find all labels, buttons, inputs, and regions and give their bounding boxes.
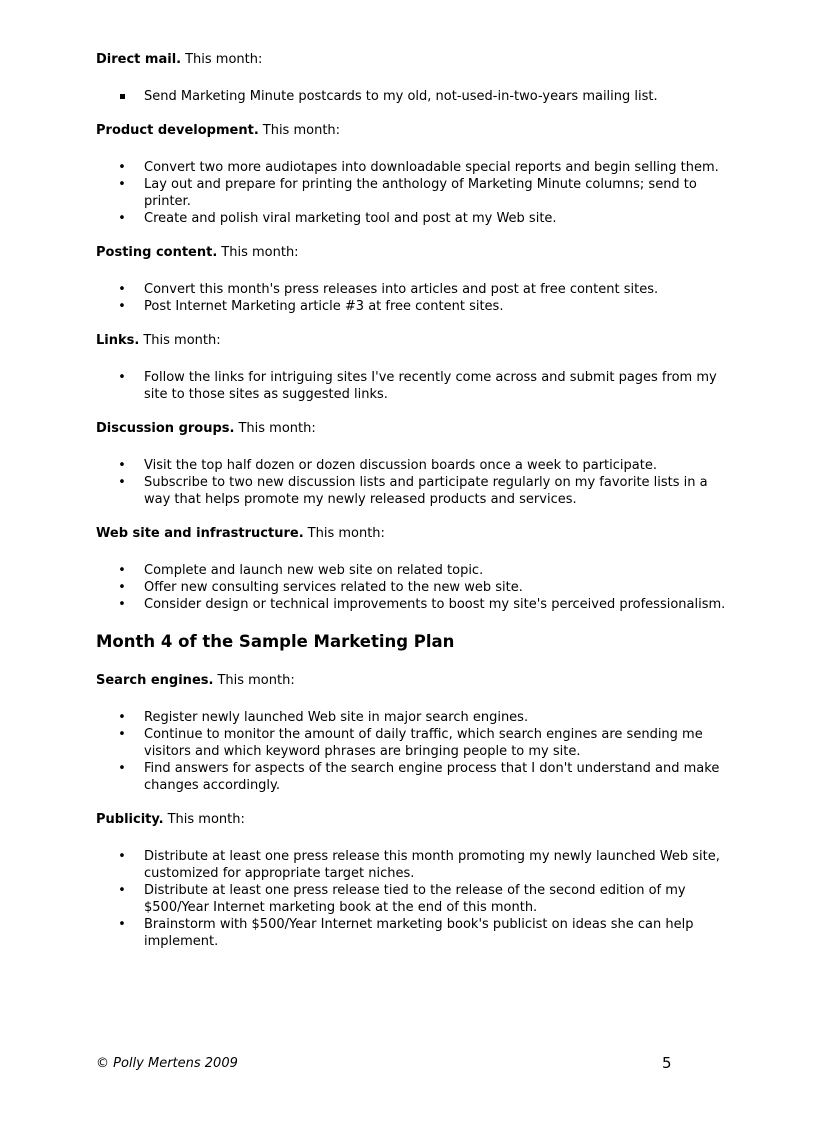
- list-item-text: Visit the top half dozen or dozen discussion boards once a week to participate.: [144, 458, 657, 473]
- list-item: [96, 562, 726, 579]
- section-suffix: This month:: [217, 673, 295, 688]
- list-item: [96, 709, 726, 726]
- section-heading-product-development: [96, 123, 726, 139]
- section-title: Posting content.: [96, 245, 218, 260]
- bullet-list: [96, 457, 726, 508]
- dot-bullet-icon: •: [118, 849, 126, 864]
- list-item: [96, 457, 726, 474]
- footer-copyright: © Polly Mertens 2009: [96, 1056, 238, 1071]
- list-item-text: Brainstorm with $500/Year Internet marketing book's publicist on ideas she can help implement.: [144, 917, 694, 949]
- section-heading-posting-content: [96, 245, 726, 261]
- list-item: [96, 579, 726, 596]
- list-item: [96, 596, 726, 613]
- list-item: [96, 159, 726, 176]
- section-title: Discussion groups.: [96, 421, 235, 436]
- list-item-text: Lay out and prepare for printing the anthology of Marketing Minute columns; send to printer.: [144, 177, 697, 209]
- section-suffix: This month:: [221, 245, 299, 260]
- month-heading: Month 4 of the Sample Marketing Plan: [96, 632, 455, 651]
- list-item-text: Distribute at least one press release this month promoting my newly launched Web site, customized for appropriate target niches.: [144, 849, 720, 881]
- dot-bullet-icon: •: [118, 299, 126, 314]
- dot-bullet-icon: •: [118, 883, 126, 898]
- dot-bullet-icon: •: [118, 211, 126, 226]
- dot-bullet-icon: •: [118, 370, 126, 385]
- section-title: Publicity.: [96, 812, 164, 827]
- bullet-list: [96, 709, 726, 794]
- sections-part2: [96, 673, 726, 950]
- section-title: Search engines.: [96, 673, 214, 688]
- dot-bullet-icon: •: [118, 597, 126, 612]
- list-item: [96, 882, 726, 916]
- sections-part1: [96, 52, 726, 613]
- list-item-text: Send Marketing Minute postcards to my old, not-used-in-two-years mailing list.: [144, 89, 658, 104]
- dot-bullet-icon: •: [118, 580, 126, 595]
- list-item: [96, 369, 726, 403]
- list-item-text: Offer new consulting services related to the new web site.: [144, 580, 523, 595]
- bullet-list: [96, 562, 726, 613]
- section-heading-links: [96, 333, 726, 349]
- list-item-text: Convert this month's press releases into articles and post at free content sites.: [144, 282, 659, 297]
- section-suffix: This month:: [262, 123, 341, 138]
- bullet-list: [96, 848, 726, 950]
- section-heading-publicity: [96, 812, 726, 828]
- list-item: [96, 474, 726, 508]
- bullet-list: [96, 159, 726, 227]
- section-suffix: This month:: [185, 52, 263, 67]
- bullet-list: [96, 281, 726, 315]
- list-item: [96, 176, 726, 210]
- list-item-text: Find answers for aspects of the search engine process that I don't understand and make changes accordingly.: [144, 761, 720, 793]
- dot-bullet-icon: •: [118, 458, 126, 473]
- section-heading-web-site-and-infrastructure: [96, 526, 726, 542]
- section-title: Web site and infrastructure.: [96, 526, 304, 541]
- list-item-text: Complete and launch new web site on related topic.: [144, 563, 484, 578]
- list-item: [96, 210, 726, 227]
- list-item-text: Distribute at least one press release tied to the release of the second edition of my $500/Year Internet marketing book at the end of this month.: [144, 883, 686, 915]
- section-heading-direct-mail: [96, 52, 726, 68]
- list-item-text: Consider design or technical improvements to boost my site's perceived professionalism.: [144, 597, 726, 612]
- dot-bullet-icon: •: [118, 710, 126, 725]
- list-item: [96, 281, 726, 298]
- list-item-text: Post Internet Marketing article #3 at free content sites.: [144, 299, 504, 314]
- list-item-text: Continue to monitor the amount of daily traffic, which search engines are sending me visitors and which keyword phrases are bringing people to my site.: [144, 727, 703, 759]
- dot-bullet-icon: •: [118, 160, 126, 175]
- list-item: [96, 916, 726, 950]
- list-item: [96, 726, 726, 760]
- dot-bullet-icon: •: [118, 475, 126, 490]
- dot-bullet-icon: •: [118, 727, 126, 742]
- dot-bullet-icon: •: [118, 177, 126, 192]
- list-item-text: Create and polish viral marketing tool and post at my Web site.: [144, 211, 557, 226]
- page-content: [96, 52, 726, 968]
- square-bullet-icon: [116, 88, 128, 105]
- section-suffix: This month:: [238, 421, 316, 436]
- section-title: Product development.: [96, 123, 259, 138]
- list-item: [96, 298, 726, 315]
- dot-bullet-icon: •: [118, 563, 126, 578]
- page-number: 5: [662, 1054, 672, 1072]
- section-title: Links.: [96, 333, 140, 348]
- dot-bullet-icon: •: [118, 282, 126, 297]
- bullet-list: [96, 88, 726, 105]
- dot-bullet-icon: •: [118, 761, 126, 776]
- list-item-text: Convert two more audiotapes into downloadable special reports and begin selling them.: [144, 160, 719, 175]
- section-suffix: This month:: [307, 526, 385, 541]
- list-item: [96, 760, 726, 794]
- list-item-text: Follow the links for intriguing sites I've recently come across and submit pages from my site to those sites as suggested links.: [144, 370, 717, 402]
- section-suffix: This month:: [143, 333, 221, 348]
- section-title: Direct mail.: [96, 52, 182, 67]
- list-item-text: Subscribe to two new discussion lists and participate regularly on my favorite lists in a way that helps promote my newly released products and services.: [144, 475, 708, 507]
- dot-bullet-icon: •: [118, 917, 126, 932]
- list-item: [96, 88, 726, 105]
- section-heading-discussion-groups: [96, 421, 726, 437]
- section-heading-search-engines: [96, 673, 726, 689]
- list-item-text: Register newly launched Web site in major search engines.: [144, 710, 529, 725]
- bullet-list: [96, 369, 726, 403]
- list-item: [96, 848, 726, 882]
- section-suffix: This month:: [167, 812, 245, 827]
